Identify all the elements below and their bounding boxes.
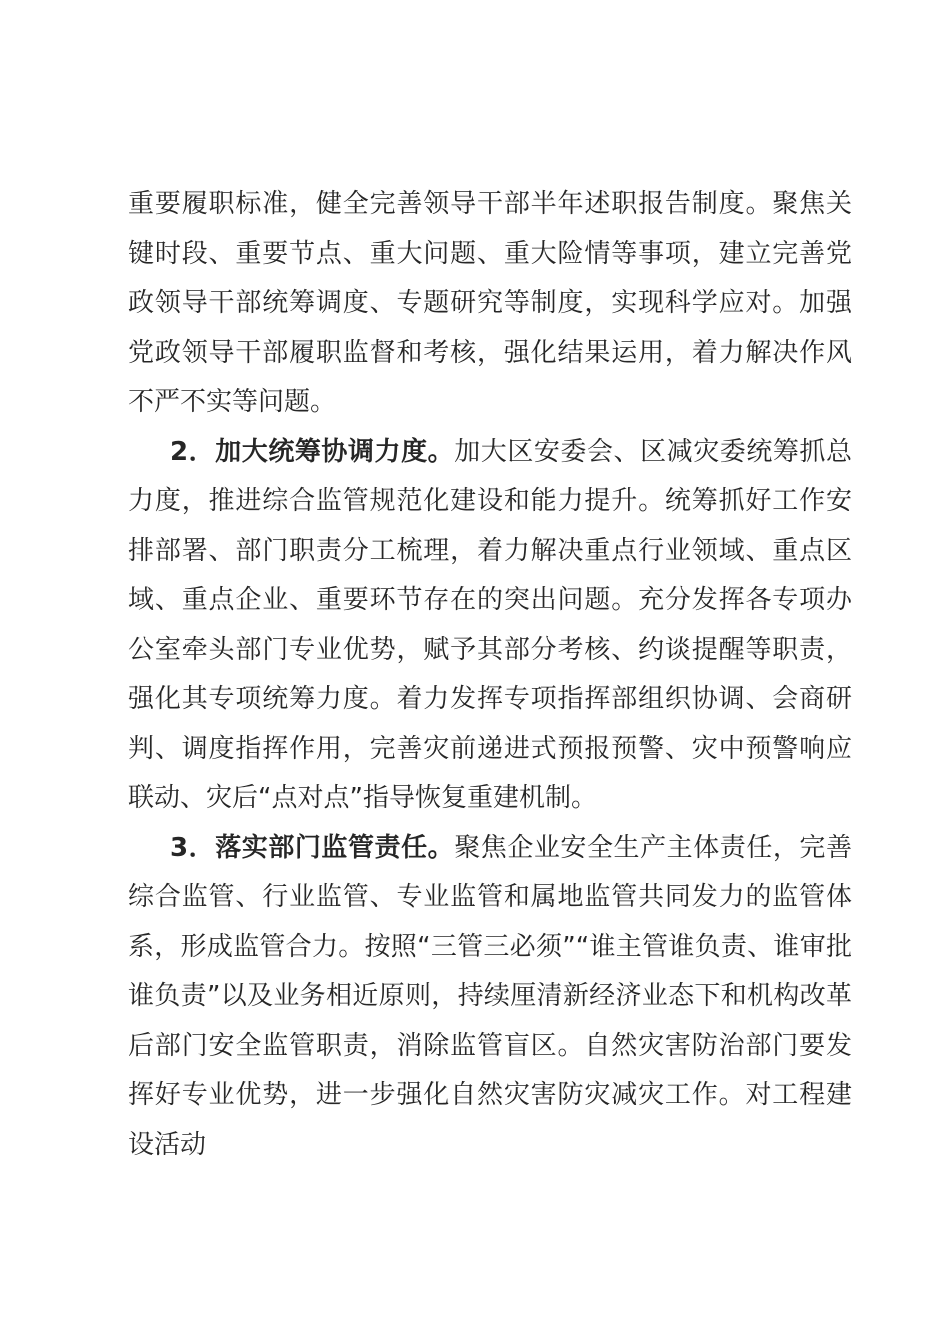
document-body xyxy=(128,180,852,1170)
paragraph-text: 加大区安委会、区减灾委统筹抓总力度，推进综合监管规范化建设和能力提升。统筹抓好工作安排部署、部门职责分工梳理，着力解决重点行业领域、重点区域、重点企业、重要环节存在的突出问题。充分发挥各专项办公室牵头部门专业优势，赋予其部分考核、约谈提醒等职责，强化其专项统筹力度。着力发挥专项指挥部组织协调、会商研判、调度指挥作用，完善灾前递进式预报预警、灾中预警响应联动、灾后“点对点”指导恢复重建机制。 xyxy=(128,436,852,813)
paragraph-item-2 xyxy=(128,428,852,824)
paragraph-item-3 xyxy=(128,824,852,1171)
section-heading-3: 3．落实部门监管责任。 xyxy=(170,832,455,863)
section-heading-2: 2．加大统筹协调力度。 xyxy=(170,436,455,467)
paragraph-text: 聚焦企业安全生产主体责任，完善综合监管、行业监管、专业监管和属地监管共同发力的监管体系，形成监管合力。按照“三管三必须”“谁主管谁负责、谁审批谁负责”以及业务相近原则，持续厘清新经济业态下和机构改革后部门安全监管职责，消除监管盲区。自然灾害防治部门要发挥好专业优势，进一步强化自然灾害防灾减灾工作。对工程建设活动 xyxy=(128,832,852,1160)
paragraph-text: 重要履职标准，健全完善领导干部半年述职报告制度。聚焦关键时段、重要节点、重大问题、重大险情等事项，建立完善党政领导干部统筹调度、专题研究等制度，实现科学应对。加强党政领导干部履职监督和考核，强化结果运用，着力解决作风不严不实等问题。 xyxy=(128,189,852,417)
paragraph-continuation xyxy=(128,180,852,428)
